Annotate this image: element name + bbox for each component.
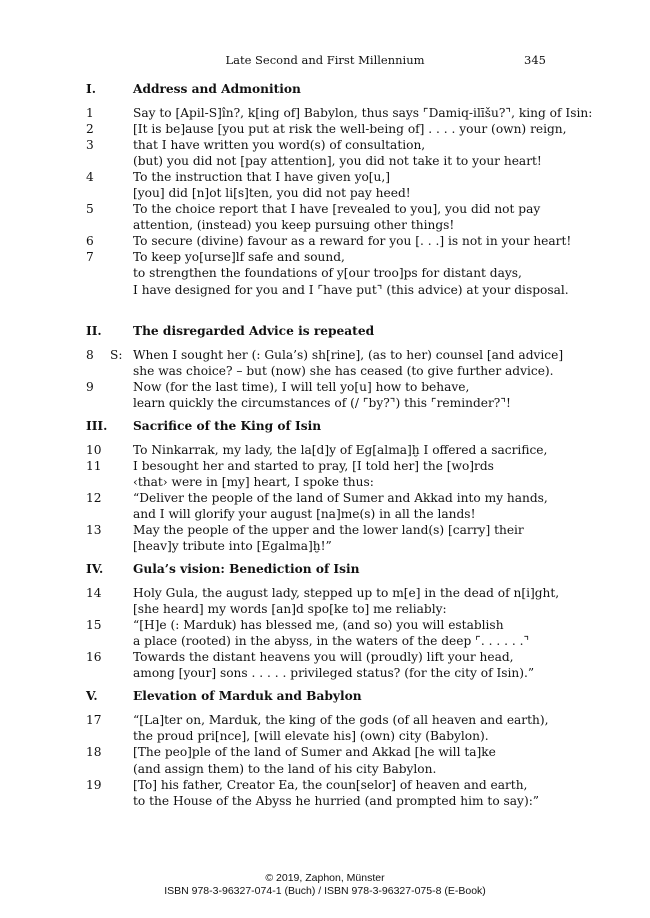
- line-text: (and assign them) to the land of his city Babylon.: [133, 761, 437, 776]
- line-number: 3: [86, 138, 94, 153]
- text-line: [86, 249, 556, 265]
- line-number: 4: [86, 170, 94, 185]
- text-line: [86, 265, 556, 281]
- text-line: [86, 728, 556, 744]
- text-line: [86, 458, 556, 474]
- line-text: When I sought her (: Gula’s) sh[rine], (as to her) counsel [and advice]: [133, 347, 564, 362]
- line-text: Towards the distant heavens you will (proudly) lift your head,: [133, 650, 514, 665]
- section: [86, 419, 556, 554]
- text-line: [86, 201, 556, 217]
- line-text: [she heard] my words [an]d spo[ke to] me reliably:: [133, 602, 447, 617]
- section-title: Elevation of Marduk and Babylon: [133, 689, 362, 704]
- text-line: [86, 137, 556, 153]
- text-line: [86, 185, 556, 201]
- text-line: [86, 793, 556, 809]
- text-line: [86, 490, 556, 506]
- line-number: 19: [86, 777, 102, 792]
- line-text: the proud pri[nce], [will elevate his] (own) city (Babylon).: [133, 729, 489, 744]
- copyright-line: © 2019, Zaphon, Münster: [265, 872, 385, 884]
- line-number: 13: [86, 522, 102, 537]
- line-number: 18: [86, 745, 102, 760]
- text-line: [86, 347, 564, 363]
- line-text: “[La]ter on, Marduk, the king of the gods (of all heaven and earth),: [133, 713, 549, 728]
- line-text: To secure (divine) favour as a reward for you [. . .] is not in your heart!: [133, 234, 572, 249]
- line-text: to strengthen the foundations of y[our troo]ps for distant days,: [133, 266, 522, 281]
- line-number: 14: [86, 586, 102, 601]
- line-text: ‹that› were in [my] heart, I spoke thus:: [133, 474, 374, 489]
- line-text: To keep yo[urse]lf safe and sound,: [133, 250, 345, 265]
- line-text: Say to [Apil-S]în?, k[ing of] Babylon, thus says ⌜Damiq-ilīšu?⌝, king of Isin:: [133, 106, 593, 120]
- line-number: 5: [86, 202, 94, 217]
- line-text: “[H]e (: Marduk) has blessed me, (and so) you will establish: [133, 618, 504, 633]
- text-line: [86, 777, 556, 793]
- text-line: [86, 506, 556, 522]
- text-line: [86, 585, 560, 601]
- line-text: to the House of the Abyss he hurried (and prompted him to say):”: [133, 793, 540, 808]
- line-text: Holy Gula, the august lady, stepped up to m[e] in the dead of n[i]ght,: [133, 586, 560, 601]
- line-text: she was choice? – but (now) she has ceased (to give further advice).: [133, 363, 554, 378]
- text-line: [86, 474, 556, 490]
- speaker-marker: S:: [110, 347, 123, 362]
- section: [86, 562, 560, 681]
- text-line: [86, 395, 556, 411]
- line-number: 7: [86, 250, 94, 265]
- section-heading: [86, 82, 556, 104]
- line-text: and I will glorify your august [na]me(s) in all the lands!: [133, 506, 476, 521]
- text-line: [86, 105, 593, 121]
- text-line: [86, 601, 556, 617]
- translation-text: [86, 82, 593, 809]
- section-title: The disregarded Advice is repeated: [133, 323, 375, 338]
- line-number: 8: [86, 347, 94, 362]
- section: [86, 323, 564, 411]
- section: [86, 689, 556, 808]
- text-line: [86, 153, 556, 169]
- line-number: 16: [86, 650, 102, 665]
- text-line: [86, 617, 556, 633]
- text-line: [86, 121, 567, 137]
- line-text: that I have written you word(s) of consultation,: [133, 138, 426, 153]
- line-text: I besought her and started to pray, [I told her] the [wo]rds: [133, 458, 494, 473]
- line-text: Now (for the last time), I will tell yo[u] how to behave,: [133, 379, 470, 394]
- line-text: “Deliver the people of the land of Sumer and Akkad into my hands,: [133, 490, 548, 505]
- section-title: Sacrifice of the King of Isin: [133, 418, 322, 433]
- text-line: [86, 442, 556, 458]
- line-number: 2: [86, 122, 94, 137]
- text-line: [86, 538, 556, 554]
- line-text: among [your] sons . . . . . privileged status? (for the city of Isin).”: [133, 666, 535, 681]
- line-number: 11: [86, 458, 102, 473]
- text-line: [86, 649, 556, 665]
- line-text: To Ninkarrak, my lady, the la[d]y of Eg[alma]ḫ I offered a sacrifice,: [133, 442, 548, 457]
- text-line: [86, 744, 556, 760]
- text-line: [86, 379, 556, 395]
- section-title: Gula’s vision: Benediction of Isin: [133, 562, 360, 577]
- text-line: [86, 665, 556, 681]
- line-number: 9: [86, 379, 94, 394]
- text-line: [86, 363, 556, 379]
- line-text: [It is be]ause [you put at risk the well-being of] . . . . your (own) reign,: [133, 122, 567, 137]
- isbn-line: ISBN 978-3-96327-074-1 (Buch) / ISBN 978-3-96327-075-8 (E-Book): [164, 884, 486, 897]
- line-text: [you] did [n]ot li[s]ten, you did not pay heed!: [133, 186, 411, 201]
- line-text: To the choice report that I have [revealed to you], you did not pay: [133, 202, 541, 217]
- text-line: [86, 761, 556, 777]
- section-numeral: III.: [86, 418, 108, 433]
- line-text: learn quickly the circumstances of (/ ⌜by?⌝) this ⌜reminder?⌝!: [133, 395, 511, 410]
- running-head-title: Late Second and First Millennium: [225, 53, 425, 67]
- line-number: 6: [86, 234, 94, 249]
- line-text: (but) you did not [pay attention], you did not take it to your heart!: [133, 154, 542, 169]
- text-line: [86, 712, 556, 728]
- line-number: 10: [86, 442, 102, 457]
- section-numeral: V.: [86, 689, 98, 704]
- section-heading: [86, 324, 556, 346]
- line-text: To the instruction that I have given yo[u,]: [133, 170, 391, 185]
- text-line: [86, 233, 572, 249]
- line-text: I have designed for you and I ⌜have put⌝ (this advice) at your disposal.: [133, 282, 569, 297]
- footer: [0, 872, 650, 897]
- section-title: Address and Admonition: [133, 82, 301, 96]
- line-text: [The peo]ple of the land of Sumer and Akkad [he will ta]ke: [133, 745, 496, 760]
- line-number: 12: [86, 490, 102, 505]
- section-numeral: I.: [86, 82, 96, 96]
- text-line: [86, 522, 556, 538]
- section-numeral: II.: [86, 323, 102, 338]
- line-text: [heav]y tribute into [Egalma]ḫ!”: [133, 539, 332, 554]
- text-line: [86, 633, 556, 649]
- section-heading: [86, 419, 556, 441]
- line-number: 17: [86, 713, 102, 728]
- text-line: [86, 282, 569, 298]
- section-heading: [86, 562, 556, 584]
- text-line: [86, 217, 556, 233]
- line-number: 15: [86, 618, 102, 633]
- line-text: [To] his father, Creator Ea, the coun[selor] of heaven and earth,: [133, 777, 528, 792]
- line-text: May the people of the upper and the lower land(s) [carry] their: [133, 522, 524, 537]
- section: [86, 82, 593, 298]
- line-text: attention, (instead) you keep pursuing other things!: [133, 218, 455, 233]
- line-number: 1: [86, 106, 94, 120]
- section-numeral: IV.: [86, 562, 104, 577]
- line-text: a place (rooted) in the abyss, in the waters of the deep ⌜. . . . . .⌝: [133, 634, 530, 649]
- section-heading: [86, 689, 556, 711]
- text-line: [86, 169, 556, 185]
- page-number: 345: [524, 53, 546, 67]
